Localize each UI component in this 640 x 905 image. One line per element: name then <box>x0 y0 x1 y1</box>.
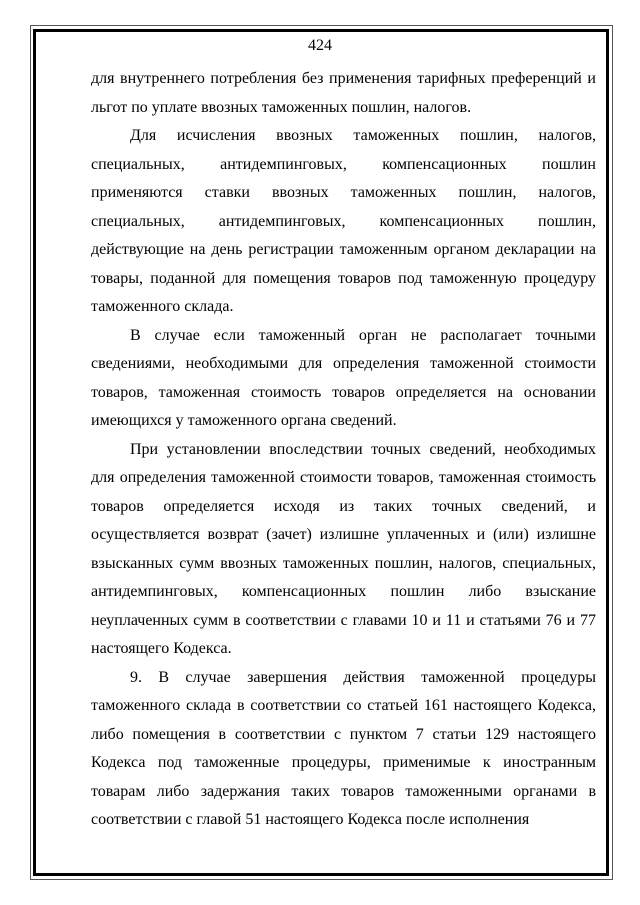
paragraph-duty-rates: Для исчисления ввозных таможенных пошлин, налогов, специальных, антидемпинговых, компенсационных пошлин применяются ставки ввозных таможенных пошлин, налогов, специальных, антидемпинговых, компенсационных пошлин, действующие на день регистрации таможенным органом декларации на товары, поданной для помещения товаров под таможенную процедуру таможенного склада. <box>91 127 596 315</box>
paragraph-item-9: 9. В случае завершения действия таможенной процедуры таможенного склада в соответствии со статьей 161 настоящего Кодекса, либо помещения в соответствии с пунктом 7 статьи 129 настоящего Кодекса под таможенные процедуры, применимые к иностранным товарам либо задержания таких товаров таможенными органами в соответствии с главой 51 настоящего Кодекса после исполнения <box>91 668 596 828</box>
page-number: 424 <box>308 37 332 54</box>
document-body <box>91 65 596 835</box>
paragraph-customs-value-unknown: В случае если таможенный орган не располагает точными сведениями, необходимыми для определения таможенной стоимости товаров, таможенная стоимость товаров определяется на основании имеющихся у таможенного органа сведений. <box>91 326 596 429</box>
paragraph-refund-recovery: При установлении впоследствии точных сведений, необходимых для определения таможенной стоимости товаров, таможенная стоимость товаров определяется исходя из таких точных сведений, и осуществляется возврат (зачет) излишне уплаченных и (или) излишне взысканных сумм ввозных таможенных пошлин, налогов, специальных, антидемпинговых, компенсационных пошлин либо взыскание неуплаченных сумм в соответствии с главами 10 и 11 и статьями 76 и 77 настоящего Кодекса. <box>91 440 596 657</box>
paragraph-continuation: для внутреннего потребления без применения тарифных преференций и льгот по уплате ввозных таможенных пошлин, налогов. <box>91 70 596 116</box>
